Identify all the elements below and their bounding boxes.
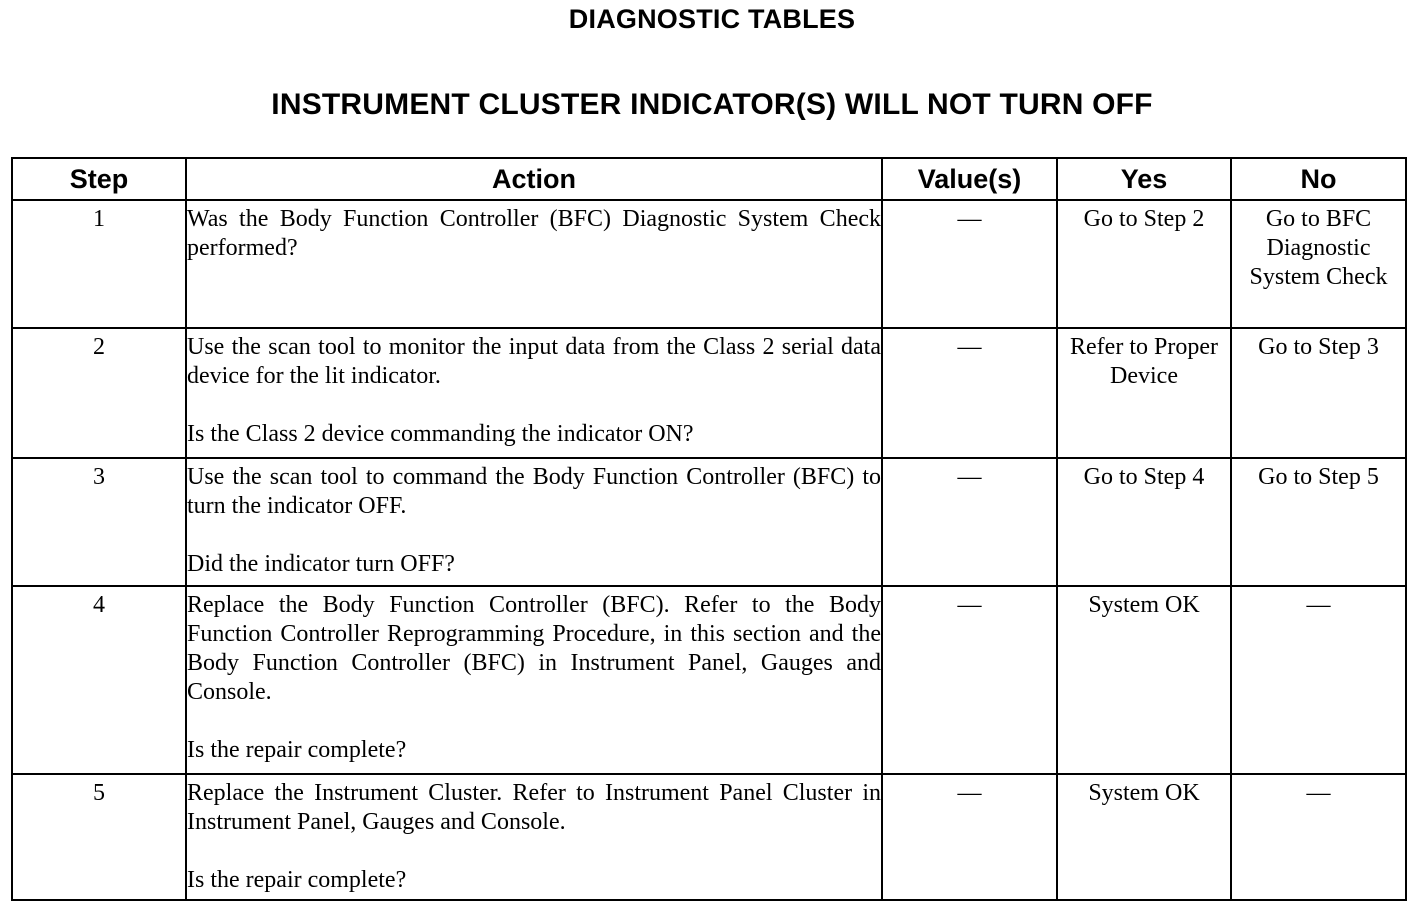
table-row [12,586,1406,774]
value-cell: — [882,328,1057,458]
yes-cell: Go to Step 4 [1057,458,1231,586]
value-cell: — [882,200,1057,328]
header-no: No [1231,158,1406,200]
table-row [12,774,1406,900]
table-title: INSTRUMENT CLUSTER INDICATOR(S) WILL NOT TURN OFF [271,88,1153,121]
step-cell: 3 [12,458,186,586]
step-cell: 4 [12,586,186,774]
yes-cell: System OK [1057,774,1231,900]
action-cell: Replace the Instrument Cluster. Refer to Instrument Panel Cluster in Instrument Panel, Gauges and Console. Is the repair complete? [186,774,882,900]
action-cell: Use the scan tool to command the Body Function Controller (BFC) to turn the indicator OFF. Did the indicator turn OFF? [186,458,882,586]
table-header-row [12,158,1406,200]
header-step: Step [12,158,186,200]
table-row [12,458,1406,586]
page-title: DIAGNOSTIC TABLES [568,4,856,34]
action-cell: Use the scan tool to monitor the input data from the Class 2 serial data device for the lit indicator. Is the Class 2 device commanding the indicator ON? [186,328,882,458]
header-values: Value(s) [882,158,1057,200]
value-cell: — [882,774,1057,900]
step-cell: 1 [12,200,186,328]
value-cell: — [882,458,1057,586]
no-cell: — [1231,586,1406,774]
table-row [12,200,1406,328]
no-cell: Go to Step 3 [1231,328,1406,458]
step-cell: 5 [12,774,186,900]
no-cell: Go to BFC Diagnostic System Check [1231,200,1406,328]
action-cell: Replace the Body Function Controller (BFC). Refer to the Body Function Controller Reprogramming Procedure, in this section and the Body Function Controller (BFC) in Instrument Panel, Gauges and Console. Is the repair complete? [186,586,882,774]
no-cell: Go to Step 5 [1231,458,1406,586]
yes-cell: System OK [1057,586,1231,774]
diagnostic-table [11,157,1407,901]
no-cell: — [1231,774,1406,900]
value-cell: — [882,586,1057,774]
header-yes: Yes [1057,158,1231,200]
action-cell: Was the Body Function Controller (BFC) Diagnostic System Check performed? [186,200,882,328]
table-row [12,328,1406,458]
yes-cell: Go to Step 2 [1057,200,1231,328]
header-action: Action [186,158,882,200]
yes-cell: Refer to Proper Device [1057,328,1231,458]
step-cell: 2 [12,328,186,458]
